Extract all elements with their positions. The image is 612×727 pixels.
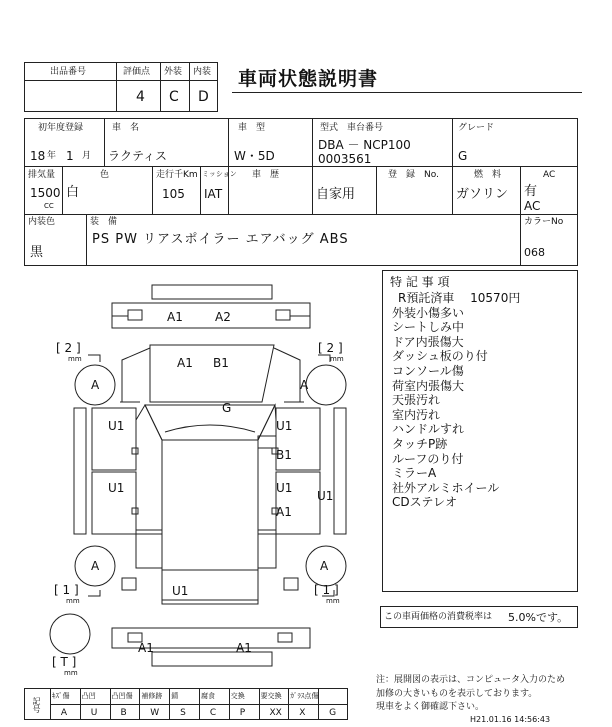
- fuel-label: 燃 料: [474, 170, 502, 180]
- code-front-a2: A2: [215, 310, 231, 324]
- hood: [150, 345, 274, 402]
- roof: [162, 440, 258, 600]
- registration-label: 登 録 No.: [388, 170, 439, 180]
- code-right-u1-side: U1: [317, 489, 334, 503]
- legend-code: B: [120, 708, 127, 718]
- tire-left-rear: [ 1 ]: [54, 583, 79, 597]
- legend-header: 錆: [171, 692, 179, 700]
- car-type: W・5D: [234, 149, 275, 163]
- legend-header: 補修跡: [141, 692, 163, 700]
- code-bumper-a1-left: A1: [138, 641, 154, 655]
- legend-code: X: [299, 708, 306, 718]
- feature-item: 荷室内張傷大: [392, 378, 465, 393]
- code-wheel-lr: A: [91, 559, 100, 573]
- history-label: 車 歴: [252, 170, 280, 180]
- feature-item: 外装小傷多い: [392, 305, 465, 320]
- ac-type: AC: [524, 199, 541, 213]
- features-heading: 特 記 事 項: [390, 275, 450, 289]
- legend-header: 交換: [230, 692, 245, 700]
- feature-item: ダッシュ板のり付: [392, 349, 488, 364]
- chassis-no: 0003561: [318, 152, 372, 166]
- displacement-label: 排気量: [28, 170, 56, 180]
- model-label: 型式 車台番号: [320, 123, 384, 133]
- code-hood-b1: B1: [213, 356, 229, 370]
- code-wheel-rf: A: [300, 378, 309, 392]
- code-bumper-a1-right: A1: [236, 641, 252, 655]
- feature-item: CDステレオ: [392, 495, 458, 510]
- exterior-label: 外装: [164, 67, 183, 77]
- history-value: 自家用: [316, 187, 356, 202]
- code-right-a1: A1: [276, 505, 292, 519]
- legend-code: XX: [269, 708, 282, 718]
- code-right-b1: B1: [276, 448, 292, 462]
- legend-header: 凸凹: [81, 692, 96, 700]
- color-value: 白: [66, 185, 80, 200]
- mission-value: IAT: [204, 187, 223, 201]
- legend-header: ｶﾞﾗｽ点傷: [290, 692, 319, 700]
- color-no-label: カラーNo: [524, 217, 564, 227]
- legend-code: S: [180, 708, 186, 718]
- feature-item: R預託済車 10570円: [398, 291, 521, 305]
- spare-tire: [50, 614, 90, 654]
- score-value: 4: [136, 89, 145, 105]
- footer-note-2: 加修の大きいものを表示しております。: [376, 689, 538, 699]
- code-wheel-lf: A: [91, 378, 100, 392]
- code-rear-u1: U1: [172, 584, 189, 598]
- grade-value: G: [458, 149, 468, 163]
- interior-color-label: 内装色: [28, 217, 56, 227]
- code-roof-g: G: [222, 401, 232, 415]
- mission-label: ミッション: [202, 170, 237, 178]
- displacement-value: 1500: [30, 186, 61, 200]
- footer-note-1: 注：展開図の表示は、コンピュータ入力のため: [376, 675, 566, 685]
- code-wheel-rr: A: [320, 559, 329, 573]
- legend-code: G: [329, 708, 337, 718]
- exterior-value: C: [169, 89, 179, 105]
- first-reg-month: 1: [66, 149, 74, 163]
- first-reg-label: 初年度登録: [38, 123, 84, 133]
- left-front-door: [92, 408, 136, 470]
- legend-header: 凸凹傷: [111, 692, 133, 700]
- tax-rate: 5.0%です。: [508, 611, 569, 624]
- color-label: 色: [100, 170, 110, 180]
- first-reg-year: 18: [30, 149, 46, 163]
- mileage-label: 走行千Km: [156, 170, 198, 180]
- code-right-u1-front: U1: [276, 419, 293, 433]
- code-front-a1: A1: [167, 310, 183, 324]
- score-label: 評価点: [123, 67, 151, 77]
- mileage-value: 105: [162, 187, 185, 201]
- lot-label: 出品番号: [50, 67, 87, 77]
- page-title: 車両状態説明書: [238, 68, 379, 90]
- code-left-u1-rear: U1: [108, 481, 125, 495]
- feature-item: 社外アルミホイール: [392, 480, 500, 495]
- ac-label: AC: [543, 170, 556, 180]
- car-type-label: 車 型: [238, 123, 266, 133]
- tire-left-front: [ 2 ]: [56, 341, 81, 355]
- tax-label: この車両価格の消費税率は: [384, 612, 493, 622]
- legend-side-label: 記号: [32, 697, 41, 713]
- code-right-u1-rear: U1: [276, 481, 293, 495]
- legend-code: W: [150, 708, 160, 718]
- windshield: [145, 405, 275, 440]
- wheel-right-front: [306, 365, 346, 405]
- feature-item: 天張汚れ: [392, 393, 441, 408]
- feature-item: 室内汚れ: [392, 407, 441, 422]
- model-code: DBA － NCP100: [318, 138, 411, 152]
- fuel-value: ガソリン: [456, 187, 509, 202]
- tire-right-rear: [ 1 ]: [314, 583, 339, 597]
- legend-header: 腐食: [201, 692, 215, 700]
- feature-item: ルーフのり付: [392, 451, 464, 466]
- interior-label: 内装: [193, 67, 212, 77]
- color-no-value: 068: [524, 246, 545, 259]
- legend-code: A: [60, 708, 68, 718]
- legend-header: ｷｽﾞ傷: [52, 692, 70, 700]
- spare-tire-label: [ T ]: [52, 655, 77, 669]
- equipment-value: PS PW リアスポイラー エアバッグ ABS: [92, 232, 349, 247]
- code-left-u1-front: U1: [108, 419, 125, 433]
- interior-color-value: 黒: [30, 245, 44, 260]
- legend-code: U: [90, 708, 98, 718]
- car-name-label: 車 名: [112, 123, 140, 133]
- feature-item: ミラーA: [392, 466, 437, 481]
- interior-value: D: [198, 89, 209, 105]
- legend-code: P: [239, 708, 246, 718]
- ac-has: 有: [524, 184, 538, 199]
- feature-item: ドア内張傷大: [392, 334, 464, 349]
- tire-right-front: [ 2 ]: [318, 341, 343, 355]
- feature-item: コンソール傷: [392, 364, 464, 378]
- feature-item: ハンドルすれ: [392, 422, 465, 437]
- grade-label: グレード: [458, 123, 495, 133]
- legend-header: 要交換: [260, 692, 282, 700]
- code-hood-a1: A1: [177, 356, 193, 370]
- footer-timestamp: H21.01.16 14:56:43: [470, 715, 551, 724]
- feature-item: タッチP跡: [392, 437, 448, 451]
- equipment-label: 装 備: [90, 217, 118, 227]
- front-grille: [152, 285, 272, 299]
- feature-item: シートしみ中: [392, 320, 465, 335]
- car-name: ラクティス: [108, 149, 168, 163]
- footer-note-3: 現車をよく御確認下さい。: [376, 702, 485, 712]
- legend-code: C: [209, 708, 217, 718]
